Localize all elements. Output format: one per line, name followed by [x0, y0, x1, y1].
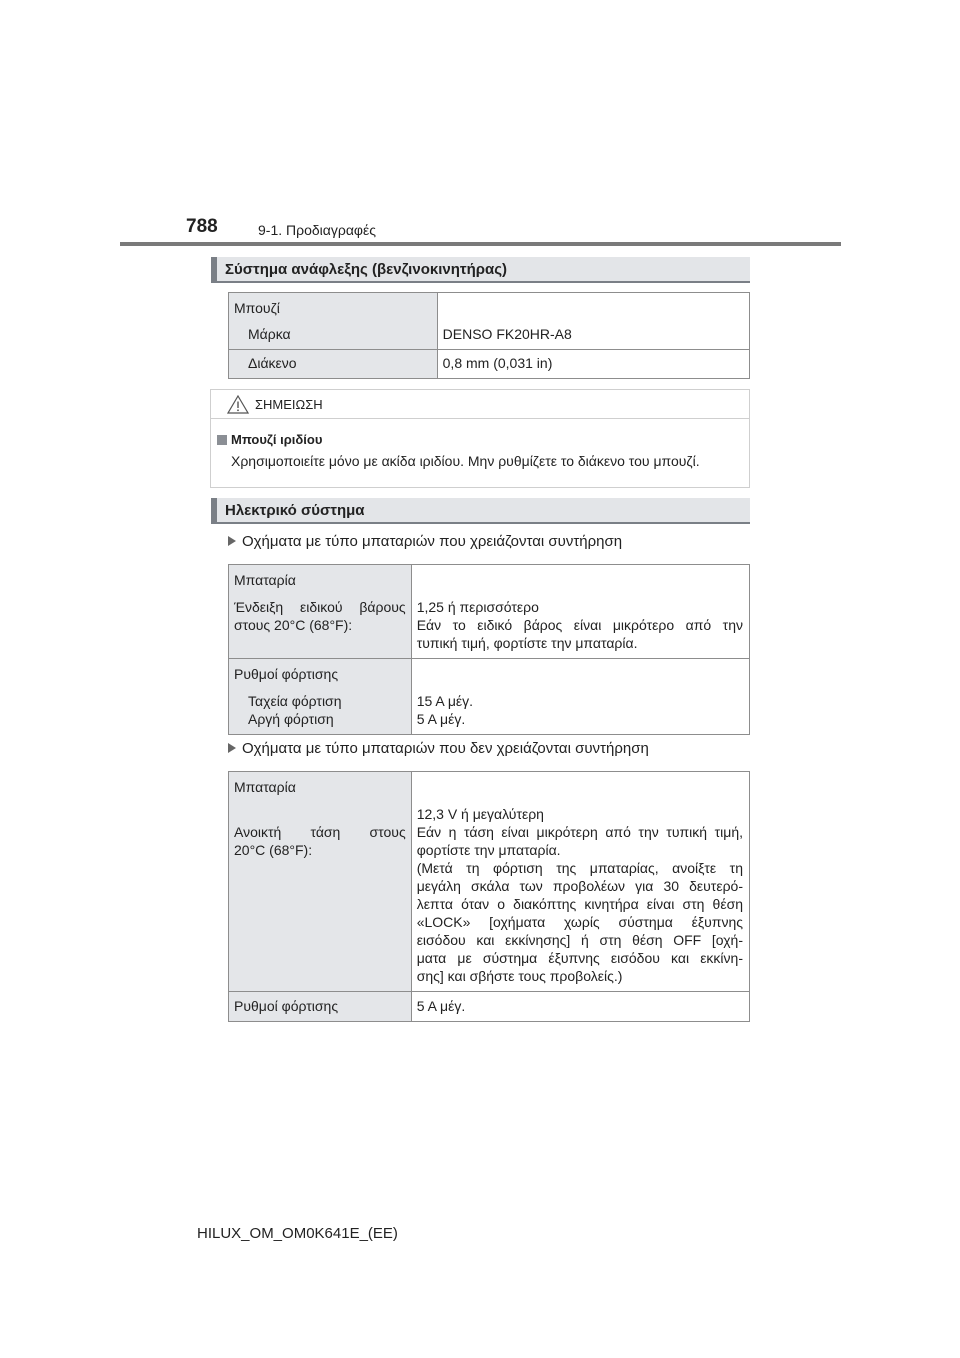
- quick-charge-label: Ταχεία φόρτιση: [248, 693, 342, 709]
- voltage-line: Εάν η τάση είναι μικρότερη από την τυπική τιμή,: [416, 824, 743, 840]
- charging-rate-label-cell: [229, 659, 412, 735]
- maintenance-free-battery-table: [228, 771, 750, 1022]
- section-heading-electrical: [211, 498, 750, 524]
- voltage-line: φορτίστε την μπαταρία.: [416, 842, 561, 858]
- brand-value: DENSO FK20HR-A8: [442, 326, 572, 342]
- specific-gravity-label-line2: στους 20°C (68°F):: [234, 617, 353, 633]
- table-row: [229, 565, 750, 659]
- footer-document-code: HILUX_OM_OM0K641E_(EE): [197, 1225, 398, 1242]
- voltage-line: σης] και σβήστε τους προβολείς.): [416, 968, 623, 984]
- note-subtitle-text: Μπουζί ιριδίου: [231, 432, 323, 447]
- ignition-spec-table: [228, 292, 750, 379]
- header-rule: [120, 242, 841, 246]
- voltage-line: ματα με σύστημα έξυπνης εισόδου και εκκίνη-: [416, 950, 743, 966]
- specific-gravity-note-line2: τυπική τιμή, φορτίστε την μπαταρία.: [416, 635, 638, 651]
- page-number: 788: [186, 216, 218, 237]
- gap-value: 0,8 mm (0,031 in): [442, 355, 553, 371]
- open-voltage-label-line2: 20°C (68°F):: [234, 842, 313, 858]
- charging-rate-value-cell: [411, 659, 749, 735]
- note-header: [211, 390, 749, 419]
- table-row: [229, 772, 750, 992]
- quick-charge-value: 15 A μέγ.: [416, 693, 474, 709]
- charging-rate-label: Ρυθμοί φόρτισης: [234, 666, 339, 682]
- gap-label-cell: [229, 350, 438, 379]
- gap-value-cell: [437, 350, 749, 379]
- table-row: [229, 659, 750, 735]
- specific-gravity-label-line1: Ένδειξη ειδικού βάρους: [234, 599, 406, 615]
- charging-rate-label-cell: [229, 992, 412, 1022]
- table-row: [229, 293, 750, 350]
- note-box: [210, 389, 750, 488]
- breadcrumb: 9-1. Προδιαγραφές: [258, 222, 376, 238]
- warning-triangle-icon: [227, 395, 249, 414]
- specific-gravity-value: 1,25 ή περισσότερο: [416, 599, 539, 615]
- voltage-line: μεγάλη σκάλα των προβολέων για 30 δευτερό-: [416, 878, 743, 894]
- maintenance-free-heading-text: Οχήματα με τύπο μπαταριών που δεν χρειάζονται συντήρηση: [242, 740, 649, 757]
- note-text: Χρησιμοποιείτε μόνο με ακίδα ιριδίου. Μην ρυθμίζετε το διάκενο του μπουζί.: [231, 453, 700, 469]
- charging-rate-label: Ρυθμοί φόρτισης: [234, 998, 339, 1014]
- charging-rate-value: 5 A μέγ.: [416, 998, 466, 1014]
- voltage-line: λεπτα όταν ο διακόπτης κινητήρα είναι στη θέση: [416, 896, 743, 912]
- specific-gravity-value-cell: [411, 565, 749, 659]
- note-title: ΣΗΜΕΙΩΣΗ: [255, 397, 323, 412]
- brand-value-cell: [437, 293, 749, 350]
- section-heading-ignition: [211, 257, 750, 283]
- gap-label: Διάκενο: [248, 355, 297, 371]
- note-subtitle: [217, 432, 322, 447]
- voltage-line: (Μετά τη φόρτιση της μπαταρίας, ανοίξτε τη: [416, 860, 743, 876]
- open-voltage-label-line1: Ανοικτή τάση στους: [234, 824, 406, 840]
- maintenance-battery-heading: [228, 533, 622, 550]
- specific-gravity-label-cell: [229, 565, 412, 659]
- battery-label: Μπαταρία: [234, 572, 296, 588]
- voltage-line: 12,3 V ή μεγαλύτερη: [416, 806, 544, 822]
- slow-charge-label: Αργή φόρτιση: [248, 711, 334, 727]
- table-row: [229, 350, 750, 379]
- battery-label: Μπαταρία: [234, 779, 296, 795]
- maintenance-battery-table: [228, 564, 750, 735]
- spark-plug-label-cell: [229, 293, 438, 350]
- maintenance-heading-text: Οχήματα με τύπο μπαταριών που χρειάζονται συντήρηση: [242, 533, 623, 550]
- open-voltage-label-cell: [229, 772, 412, 992]
- section-title: Ηλεκτρικό σύστημα: [225, 502, 365, 519]
- table-row: [229, 992, 750, 1022]
- slow-charge-value: 5 A μέγ.: [416, 711, 466, 727]
- section-title: Σύστημα ανάφλεξης (βενζινοκινητήρας): [225, 261, 508, 278]
- square-bullet-icon: [217, 435, 227, 445]
- open-voltage-value-cell: [411, 772, 749, 992]
- triangle-bullet-icon: [228, 536, 236, 546]
- voltage-line: εισόδου και εκκίνησης] ή στη θέση OFF [οχή-: [416, 932, 743, 948]
- charging-rate-value-cell: [411, 992, 749, 1022]
- triangle-bullet-icon: [228, 743, 236, 753]
- brand-label: Μάρκα: [248, 326, 291, 342]
- maintenance-free-battery-heading: [228, 740, 649, 757]
- open-voltage-value: [417, 805, 743, 985]
- specific-gravity-note-line1: Εάν το ειδικό βάρος είναι μικρότερο από την: [416, 617, 743, 633]
- spark-plug-label: Μπουζί: [234, 300, 280, 316]
- voltage-line: «LOCK» [οχήματα χωρίς σύστημα έξυπνης: [416, 914, 743, 930]
